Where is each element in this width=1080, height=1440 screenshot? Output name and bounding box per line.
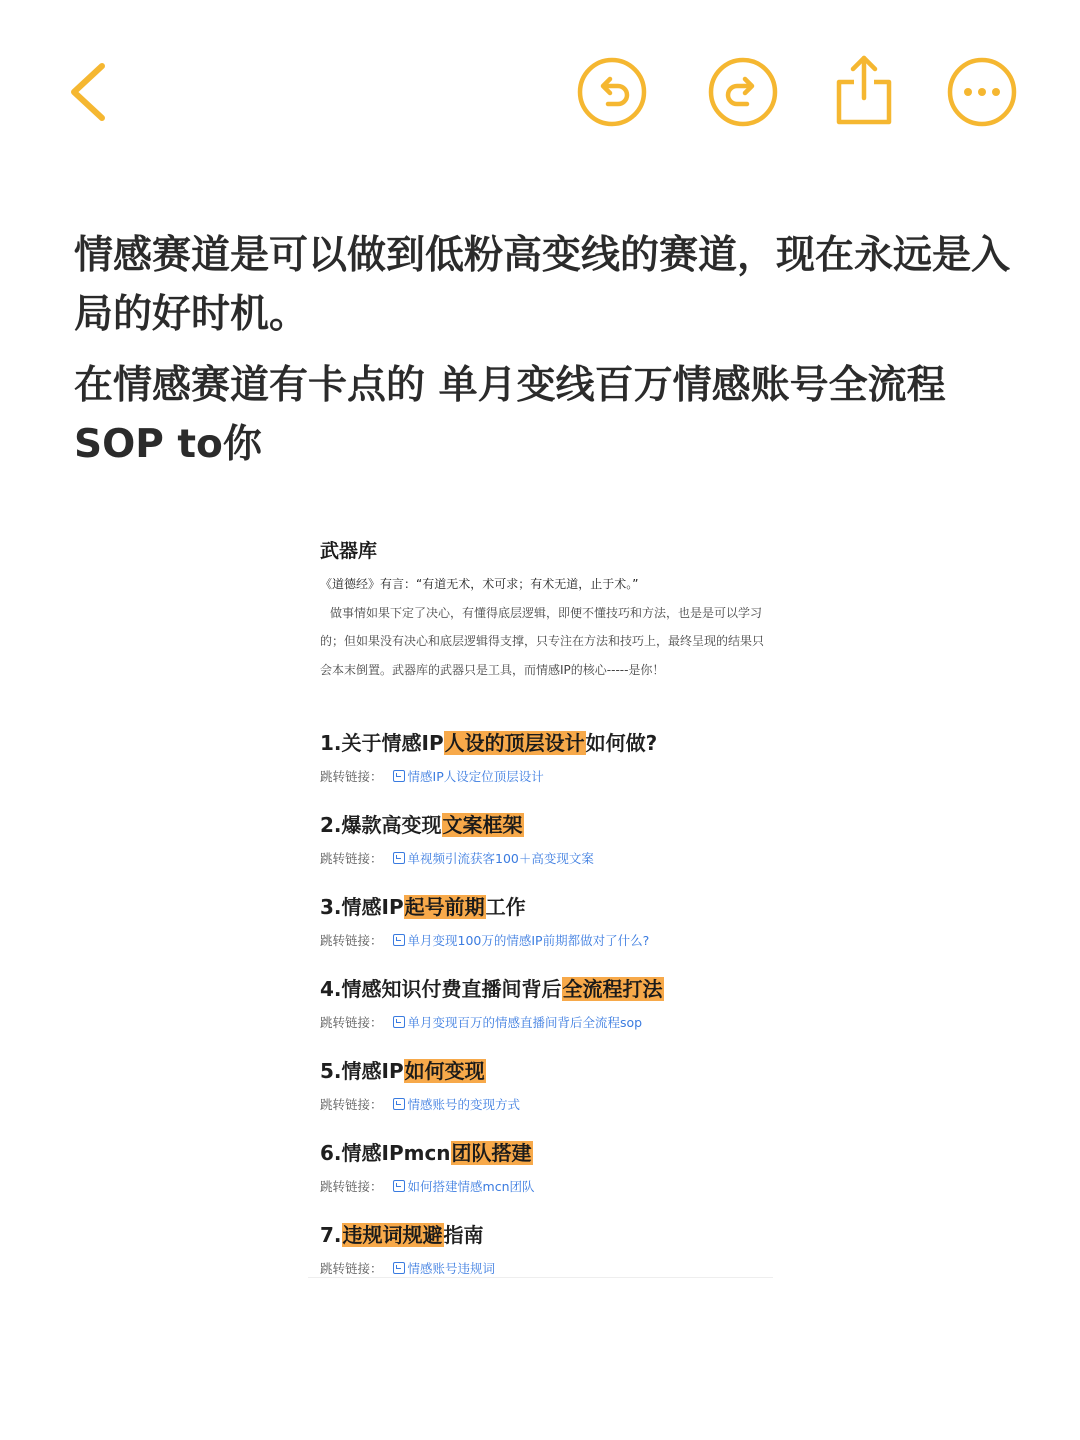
section-link-row (320, 763, 770, 791)
redo-icon[interactable] (707, 56, 779, 128)
doc-link[interactable]: 情感IP人设定位顶层设计 (407, 769, 544, 784)
doc-section (320, 1215, 770, 1278)
doc-section (320, 1051, 770, 1133)
jump-link-label: 跳转链接： (320, 1261, 383, 1276)
section-title-text: 5.情感IP (320, 1059, 404, 1083)
section-link-row (320, 1173, 770, 1201)
doc-title: 武器库 (320, 540, 378, 562)
back-chevron-icon[interactable] (66, 60, 110, 124)
doc-link[interactable]: 情感账号违规词 (407, 1261, 496, 1276)
jump-link-label: 跳转链接： (320, 1097, 383, 1112)
section-title (320, 805, 770, 845)
section-title-text: 6.情感IPmcn (320, 1141, 451, 1165)
section-link-row (320, 927, 770, 955)
section-title-highlight: 人设的顶层设计 (444, 731, 585, 755)
section-link-row (320, 1091, 770, 1119)
section-list (320, 723, 770, 1278)
section-title-highlight: 团队搭建 (451, 1141, 532, 1165)
section-title (320, 969, 770, 1009)
embedded-document-image[interactable] (308, 520, 773, 1278)
doc-link-icon (393, 934, 405, 946)
section-title (320, 1051, 770, 1091)
section-title-highlight: 文案框架 (442, 813, 523, 837)
doc-link-icon (393, 852, 405, 864)
section-title-text: 2.爆款高变现 (320, 813, 442, 837)
doc-link-icon (393, 1180, 405, 1192)
doc-body: 做事情如果下定了决心，有懂得底层逻辑，即便不懂技巧和方法，也是是可以学习的；但如果没有决心和底层逻辑得支撑，只专注在方法和技巧上，最终呈现的结果只会本末倒置。武器库的武器只是工具，而情感IP的核心-----是你！ (320, 605, 765, 677)
section-link-row (320, 1255, 770, 1278)
note-paragraph: 情感赛道是可以做到低粉高变线的赛道，现在永远是入局的好时机。 (74, 233, 1011, 337)
section-title (320, 723, 770, 763)
doc-link[interactable]: 如何搭建情感mcn团队 (407, 1179, 535, 1194)
doc-section (320, 887, 770, 969)
doc-link-icon (393, 770, 405, 782)
doc-link[interactable]: 单月变现100万的情感IP前期都做对了什么? (407, 933, 650, 948)
doc-section (320, 1133, 770, 1215)
jump-link-label: 跳转链接： (320, 769, 383, 784)
doc-link-icon (393, 1098, 405, 1110)
doc-link[interactable]: 单视频引流获客100＋高变现文案 (407, 851, 594, 866)
jump-link-label: 跳转链接： (320, 851, 383, 866)
section-title-highlight: 起号前期 (404, 895, 485, 919)
note-body[interactable] (74, 226, 1014, 474)
section-title (320, 1133, 770, 1173)
section-link-row (320, 845, 770, 873)
jump-link-label: 跳转链接： (320, 1015, 383, 1030)
share-icon[interactable] (834, 54, 894, 126)
doc-section (320, 969, 770, 1051)
section-title-text: 指南 (443, 1223, 484, 1247)
section-title-highlight: 违规词规避 (342, 1223, 443, 1247)
section-link-row (320, 1009, 770, 1037)
section-title-text: 3.情感IP (320, 895, 404, 919)
jump-link-label: 跳转链接： (320, 1179, 383, 1194)
section-title (320, 887, 770, 927)
toolbar (0, 0, 1080, 180)
undo-icon[interactable] (576, 56, 648, 128)
doc-quote: 《道德经》有言：“有道无术，术可求；有术无道，止于术。” (320, 577, 639, 591)
section-title-text: 7. (320, 1223, 342, 1247)
doc-section (320, 723, 770, 805)
more-icon[interactable] (946, 56, 1018, 128)
section-title-highlight: 全流程打法 (562, 977, 663, 1001)
doc-link-icon (393, 1016, 405, 1028)
jump-link-label: 跳转链接： (320, 933, 383, 948)
section-title-text: 1.关于情感IP (320, 731, 444, 755)
doc-section (320, 805, 770, 887)
section-title-highlight: 如何变现 (404, 1059, 485, 1083)
doc-link-icon (393, 1262, 405, 1274)
section-title-text: 如何做? (585, 731, 658, 755)
doc-link[interactable]: 单月变现百万的情感直播间背后全流程sop (407, 1015, 643, 1030)
section-title-text: 工作 (485, 895, 526, 919)
section-title (320, 1215, 770, 1255)
section-title-text: 4.情感知识付费直播间背后 (320, 977, 562, 1001)
note-paragraph: 在情感赛道有卡点的 单月变线百万情感账号全流程SOP to你 (74, 363, 946, 467)
doc-intro (320, 570, 765, 684)
doc-link[interactable]: 情感账号的变现方式 (407, 1097, 521, 1112)
